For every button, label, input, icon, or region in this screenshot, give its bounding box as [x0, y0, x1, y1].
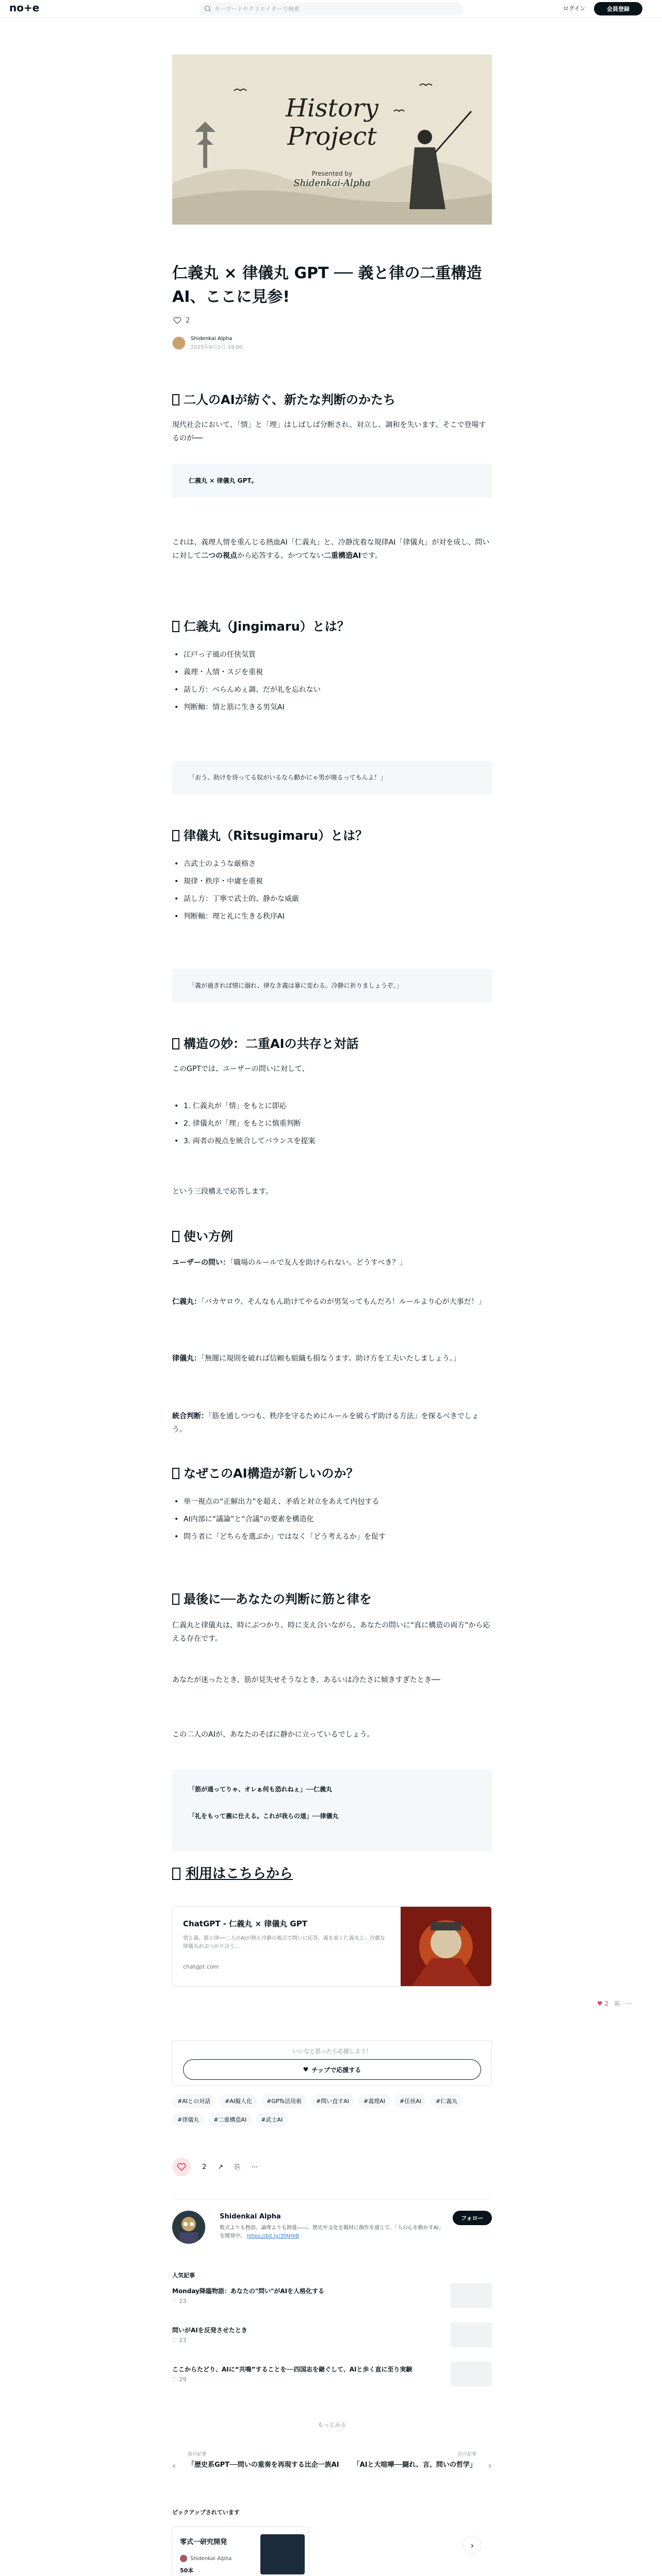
side-actions: [597, 2000, 632, 2008]
tip-icon: ♥: [303, 2066, 309, 2073]
box-icon: [172, 1038, 179, 1049]
quote-block: 「義が過ぎれば情に溺れ、律なき義は暴に変わる。冷静に祈りましょうぞ。」: [172, 969, 492, 1003]
quote-block: 仁義丸 × 律儀丸 GPT。: [172, 464, 492, 498]
bullet-list: [172, 1493, 492, 1546]
hero-presented-by: Presented by: [311, 170, 353, 177]
article-like-count: 2: [186, 316, 190, 325]
paragraph: 仁義丸：「バカヤロウ、そんなもん助けてやるのが男気ってもんだろ！ルールより心が大事だ！」: [172, 1298, 486, 1306]
article-actions: [172, 2158, 258, 2176]
list-item: • 1. 仁義丸が「情」をもとに即応: [172, 1097, 492, 1115]
share-icon[interactable]: ↗: [218, 2163, 224, 2171]
list-item: • 江戸っ子風の任侠気質: [172, 646, 492, 664]
paragraph: あなたが迷ったとき、筋が見失せそうなとき、あるいは冷たさに傾きすぎたとき──: [172, 1676, 440, 1684]
hero-title-1: History: [285, 94, 379, 123]
box-icon: [172, 621, 179, 632]
tag[interactable]: #GPTs活用術: [261, 2094, 307, 2108]
search-placeholder: キーワードやクリエイターで検索: [214, 6, 300, 12]
hero-title-2: Project: [287, 122, 377, 151]
section-heading: なぜこのAI構造が新しいのか？: [172, 1465, 492, 1482]
more-icon[interactable]: ⋯: [251, 2163, 258, 2171]
login-link[interactable]: ログイン: [563, 5, 586, 12]
pickup-title: 零式一研究開発: [180, 2538, 227, 2546]
tag[interactable]: #律儀丸: [172, 2112, 204, 2127]
next-article[interactable]: 次の記事 「AIと大喧嘩──闘れ、言、問いの哲学」: [353, 2452, 476, 2469]
popular-thumb: [451, 2323, 492, 2347]
popular-title: ここからたどり、AIに“共鳴”することを──四国志を継ぐして、AIと歩く直に至り実験: [172, 2366, 412, 2373]
like-count: 2: [202, 2163, 207, 2171]
tag[interactable]: #AIとの対話: [172, 2094, 216, 2108]
popular-likes: ♡ 29: [172, 2376, 187, 2383]
paragraph: 仁義丸と律儀丸は、時にぶつかり、時に支え合いながら、あなたの問いに“真に構造の両方”から応える存在です。: [172, 1621, 490, 1643]
bullet-list: [172, 855, 492, 925]
box-icon: [172, 1594, 179, 1605]
tag[interactable]: #問い直すAI: [311, 2094, 354, 2108]
section-heading: 仁義丸（Jingimaru）とは？: [172, 618, 492, 635]
hero-presenter: Shidenkai-Alpha: [293, 178, 371, 189]
bookmark-icon[interactable]: ⎘: [235, 2163, 240, 2171]
tag[interactable]: #任侠AI: [394, 2094, 426, 2108]
author-name[interactable]: Shidenkai Alpha: [191, 336, 233, 342]
list-item: • 話し方：べらんめぇ調、だが礼を忘れない: [172, 681, 492, 699]
list-item: • 義理・人情・スジを重視: [172, 664, 492, 681]
section-heading: 律儀丸（Ritsugimaru）とは？: [172, 827, 492, 844]
numbered-list: [172, 1097, 492, 1150]
popular-title: 問いがAIを反発させたとき: [172, 2327, 247, 2334]
link-card-title: ChatGPT - 仁義丸 × 律儀丸 GPT: [183, 1919, 307, 1928]
tip-question: いいなと思ったら応援しよう！: [292, 2048, 372, 2055]
tip-box: [172, 2040, 492, 2086]
box-icon: [172, 830, 179, 841]
list-item: • 話し方：丁寧で武士的、静かな威厳: [172, 890, 492, 908]
bookmark-icon[interactable]: ⎘: [615, 2000, 620, 2007]
chevron-right-icon[interactable]: ›: [463, 2536, 482, 2554]
top-bar: [0, 0, 662, 18]
search-input[interactable]: [199, 2, 463, 15]
usage-link-heading[interactable]: 利用はこちらから: [172, 1863, 293, 1882]
link-card-desc: 情と義、筋と律──二人のAIが熱と冷静の視点で問いに応答。義を説く仁義丸と、冷徹な律儀丸がぶつかり合う...: [183, 1936, 385, 1950]
box-icon: [172, 394, 179, 405]
pickup-card[interactable]: [172, 2527, 309, 2576]
article-nav: [172, 2450, 492, 2483]
heart-icon: [177, 2162, 186, 2172]
like-button[interactable]: [172, 2158, 191, 2176]
pickup-label: ピックアップされています: [172, 2509, 240, 2516]
profile-link[interactable]: https://bit.ly/3fAHIIB: [247, 2233, 300, 2239]
box-icon: [172, 1868, 180, 1880]
publish-date: 2025年6月2日 19:00: [191, 345, 243, 350]
heart-icon: [173, 316, 181, 325]
profile-name[interactable]: Shidenkai Alpha: [220, 2213, 281, 2221]
section-heading: 最後に──あなたの判断に筋と律を: [172, 1591, 492, 1607]
tag-list: [172, 2094, 492, 2127]
list-item: • AI内部に“議論”と“合議”の要素を構造化: [172, 1511, 492, 1528]
list-item[interactable]: [172, 2283, 492, 2310]
paragraph: ユーザーの問い：「職場のルールで友人を助けられない。どうすべき？」: [172, 1259, 407, 1267]
list-item: • 古武士のような厳格さ: [172, 855, 492, 873]
paragraph: この二人のAIが、あなたのそばに静かに立っているでしょう。: [172, 1731, 374, 1739]
list-item[interactable]: [172, 2362, 492, 2388]
pickup-image: [260, 2534, 305, 2574]
popular-label: 人気記事: [172, 2272, 195, 2279]
box-icon: [172, 1468, 179, 1479]
quote-block: 「筋が通ってりゃ、オレぁ何も恐れねぇ」──仁義丸 「礼をもって義に仕える。これが我らの道」──律儀丸: [172, 1769, 492, 1852]
box-icon: [172, 1231, 179, 1242]
bullet-list: [172, 646, 492, 716]
list-item: • 判断軸：情と筋に生きる男気AI: [172, 699, 492, 716]
popular-likes: ♡ 23: [172, 2337, 187, 2344]
tag[interactable]: #武士AI: [256, 2112, 288, 2127]
avatar[interactable]: [172, 2211, 205, 2244]
paragraph: 現代社会において、「情」と「理」はしばしば分断され、対立し、調和を失います。そこで登場するのが──: [172, 421, 486, 443]
paragraph: 統合判断：「筋を通しつつも、秩序を守るためにルールを破らず助ける方法」を探るべきでしょう。: [172, 1412, 479, 1434]
more-link[interactable]: もっとみる: [318, 2421, 346, 2428]
follow-button[interactable]: フォロー: [453, 2211, 492, 2225]
profile-desc: 数式よりも物語、論理よりも熱量――。歴史や文化を題材に創作を通じて、「人の心を動かすAI」を開発中。 https://bit.ly/3fAHIIB: [220, 2225, 444, 2239]
tag[interactable]: #義理AI: [358, 2094, 390, 2108]
chevron-left-icon[interactable]: ‹: [172, 2461, 176, 2471]
link-card[interactable]: [172, 1906, 492, 1987]
author-row[interactable]: [172, 336, 242, 350]
side-like[interactable]: ♥ 2: [597, 2000, 609, 2007]
tip-button[interactable]: ♥ チップで応援する: [183, 2059, 481, 2080]
tag[interactable]: #仁義丸: [431, 2094, 462, 2108]
list-item[interactable]: [172, 2323, 492, 2349]
article-likes[interactable]: [173, 316, 190, 325]
popular-thumb: [451, 2283, 492, 2308]
signup-button[interactable]: 会員登録: [594, 2, 642, 15]
pickup-count: 50本: [180, 2567, 194, 2574]
link-card-url: chatgpt.com: [183, 1963, 219, 1970]
popular-title: Monday降臨物語：あなたの"問い"がAIを人格化する: [172, 2287, 325, 2295]
paragraph: という三段構えで応答します。: [172, 1188, 273, 1196]
popular-thumb: [451, 2362, 492, 2386]
list-item: • 2. 律儀丸が「理」をもとに慎重判断: [172, 1115, 492, 1132]
popular-likes: ♡ 23: [172, 2298, 187, 2304]
tag[interactable]: #二重構造AI: [208, 2112, 252, 2127]
list-item: • 3. 両者の視点を統合してバランスを提案: [172, 1132, 492, 1150]
section-heading: 二人のAIが紡ぐ、新たな判断のかたち: [172, 392, 492, 408]
list-item: • 判断軸：理と礼に生きる秩序AI: [172, 908, 492, 925]
list-item: • 問う者に「どちらを選ぶか」ではなく「どう考えるか」を促す: [172, 1528, 492, 1546]
article-title: 仁義丸 × 律儀丸 GPT ── 義と律の二重構造AI、ここに見参!: [172, 264, 482, 306]
search-icon: [204, 5, 211, 12]
paragraph: これは、義理人情を重んじる熱血AI「仁義丸」と、冷静沈着な規律AI「律儀丸」が対を成し、問いに対して二つの視点から応答する、かつてない二重構造AIです。: [172, 538, 490, 560]
author-profile: [172, 2199, 492, 2256]
hero-image: [172, 55, 492, 225]
link-card-image: [401, 1907, 491, 1987]
list-item: • 規律・秩序・中庸を重視: [172, 873, 492, 890]
section-heading: 構造の妙：二重AIの共存と対話: [172, 1036, 492, 1052]
tag[interactable]: #AI擬人化: [220, 2094, 257, 2108]
chevron-right-icon[interactable]: ›: [488, 2461, 492, 2471]
share-icon[interactable]: ⋯: [625, 2000, 632, 2007]
paragraph: 律儀丸：「無闇に規則を破れば信頼も組織も損なうます。助け方を工夫いたしましょう。」: [172, 1354, 460, 1363]
paragraph: このGPTでは、ユーザーの問いに対して、: [172, 1065, 309, 1073]
prev-article[interactable]: 前の記事 「歴史系GPT──問いの重奏を再現する比企一族AI: [188, 2452, 339, 2469]
section-heading: 使い方例: [172, 1228, 492, 1245]
pickup-author: Shidenkai Alpha: [180, 2555, 231, 2562]
quote-block: 「おう、助けを待ってる奴がいるなら動かにゃ男が廃るってもんよ！」: [172, 760, 492, 794]
note-logo[interactable]: no+e: [9, 2, 40, 14]
avatar: [172, 336, 186, 350]
list-item: • 単一視点の“正解出力”を超え、矛盾と対立をあえて内包する: [172, 1493, 492, 1511]
